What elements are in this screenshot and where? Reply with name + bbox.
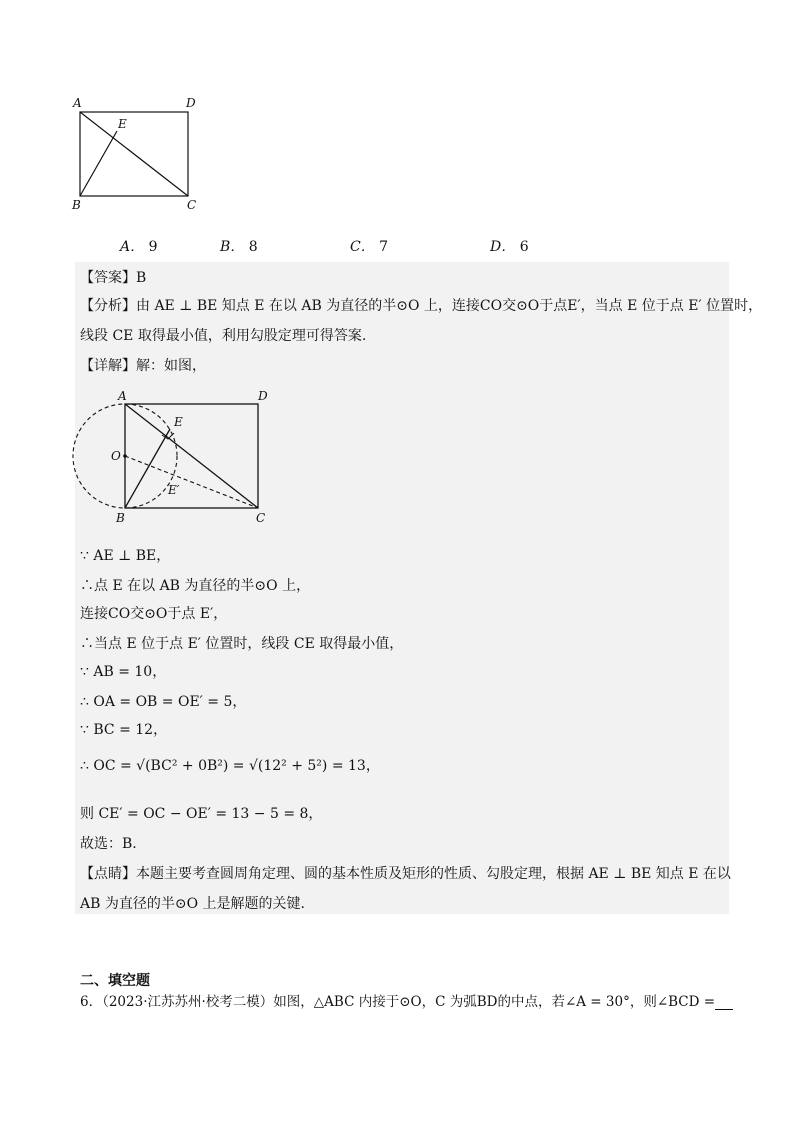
label-b: B [72, 198, 81, 212]
comment-line-2: AB 为直径的半⊙O 上是解题的关键. [80, 896, 305, 912]
label-d: D [258, 389, 268, 403]
label-a: A [73, 96, 82, 110]
label-d: D [186, 96, 196, 110]
analysis-line-2: 线段 CE 取得最小值，利用勾股定理可得答案. [80, 328, 367, 344]
segment-ac [125, 404, 258, 508]
option-d: D． 6 [490, 239, 529, 255]
step-line: 连接CO交⊙O于点 E′， [80, 606, 228, 622]
segment-ac [80, 112, 188, 196]
label-e: E [174, 415, 183, 429]
step-line: ∴ OA = OB = OE′ = 5， [80, 694, 247, 710]
option-c: C． 7 [350, 239, 389, 255]
option-b: B． 8 [220, 239, 258, 255]
point-o [123, 454, 127, 458]
step-line: ∵ BC = 12， [80, 722, 168, 738]
step-line: ∴ OC = √(BC² + 0B²) = √(12² + 5²) = 13， [80, 758, 380, 774]
label-e: E [118, 117, 127, 131]
step-line: 则 CE′ = OC − OE′ = 13 − 5 = 8， [80, 806, 323, 822]
answer-blank[interactable] [715, 995, 733, 1010]
step-line: ∴当点 E 位于点 E′ 位置时，线段 CE 取得最小值， [80, 636, 404, 652]
label-e-prime: E′ [168, 483, 180, 497]
figure-2 [72, 386, 282, 526]
option-a: A． 9 [120, 239, 158, 255]
label-c: C [256, 511, 266, 525]
step-line: 故选：B. [80, 836, 137, 852]
label-a: A [118, 389, 127, 403]
label-c: C [187, 198, 197, 212]
segment-oc [125, 456, 258, 508]
step-line: ∴点 E 在以 AB 为直径的半⊙O 上， [80, 578, 311, 594]
answer-options [120, 236, 560, 256]
label-b: B [116, 511, 125, 525]
comment-line-1: 【点睛】本题主要考查圆周角定理、圆的基本性质及矩形的性质、勾股定理，根据 AE ⊥ BE 知点 E 在以 [80, 866, 731, 882]
label-o: O [111, 449, 121, 463]
detail-heading: 【详解】解：如图， [80, 358, 206, 374]
question-6 [80, 990, 733, 1010]
analysis-line-1: 【分析】由 AE ⊥ BE 知点 E 在以 AB 为直径的半⊙O 上，连接CO交⊙O于点E′，当点 E 位于点 E′ 位置时， [80, 298, 763, 314]
section-title: 二、填空题 [80, 973, 150, 989]
figure-1 [70, 92, 210, 212]
segment-be [125, 429, 170, 508]
question-6-text: 6．（2023·江苏苏州·校考二模）如图，△ABC 内接于⊙O，C 为弧BD的中点，若∠A = 30°，则∠BCD = [80, 994, 716, 1010]
step-line: ∵ AB = 10， [80, 664, 167, 680]
step-line: ∵ AE ⊥ BE， [80, 548, 171, 564]
answer-line: 【答案】B [80, 270, 147, 286]
segment-be [80, 131, 117, 196]
